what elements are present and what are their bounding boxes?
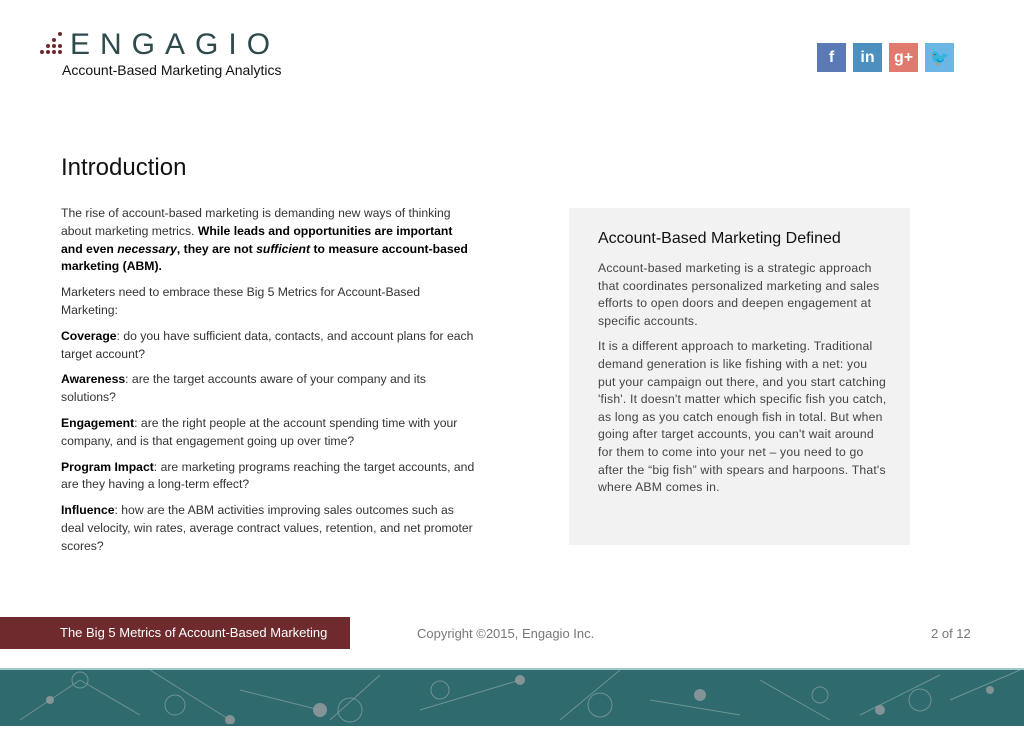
metric-program-impact: Program Impact: are marketing programs reaching the target accounts, and are they having a long-term effect? — [61, 459, 475, 492]
social-links — [817, 43, 954, 72]
engagio-logo — [40, 28, 280, 62]
tagline: Account-Based Marketing Analytics — [62, 62, 282, 78]
twitter-icon[interactable]: 🐦 — [925, 43, 954, 72]
footer-copyright: Copyright ©2015, Engagio Inc. — [417, 626, 595, 641]
metric-influence: Influence: how are the ABM activities improving sales outcomes such as deal velocity, win rates, average contract values, retention, and net promoter scores? — [61, 503, 473, 553]
intro-text: The rise of account-based marketing is demanding new ways of thinking about marketing metrics. — [61, 206, 451, 238]
sidebar-title: Account-Based Marketing Defined — [598, 230, 841, 247]
lead-paragraph: Marketers need to embrace these Big 5 Metrics for Account-Based Marketing: — [61, 285, 421, 317]
intro-emphasis: While leads and opportunities are important and even necessary, they are not sufficient to measure account-based marketing (ABM). — [61, 223, 468, 274]
logo-dots-icon — [40, 32, 64, 58]
footer-doc-title: The Big 5 Metrics of Account-Based Marketing — [0, 617, 350, 649]
footer-network-band — [0, 668, 1024, 726]
intro-paragraph — [61, 205, 476, 276]
network-pattern-icon — [0, 670, 1024, 724]
google-plus-icon[interactable]: g+ — [889, 43, 918, 72]
metric-coverage: Coverage: do you have sufficient data, contacts, and account plans for each target account? — [61, 328, 474, 361]
sidebar-paragraph-1: Account-based marketing is a strategic approach that coordinates personalized marketing and sales efforts to open doors and deepen engagement at specific accounts. — [598, 261, 880, 328]
metric-engagement: Engagement: are the right people at the account spending time with your company, and is that engagement going up over time? — [61, 415, 458, 448]
sidebar-paragraph-2: It is a different approach to marketing. Traditional demand generation is like fishing with a net: you put your campaign out there, and you start catching 'fish'. It doesn't matter which specific fish you catch, as long as you catch enough fish in total. But when going after target accounts, you can't wait around for them to come into your net – you need to go after the “big fish” with spears and harpoons. That's where ABM comes in. — [598, 339, 887, 495]
facebook-icon[interactable]: f — [817, 43, 846, 72]
page-number: 2 of 12 — [931, 626, 971, 641]
abm-defined-sidebar — [569, 208, 910, 545]
metric-awareness: Awareness: are the target accounts aware of your company and its solutions? — [61, 372, 426, 405]
page-title: Introduction — [61, 154, 187, 181]
linkedin-icon[interactable]: in — [853, 43, 882, 72]
intro-body — [61, 205, 476, 564]
logo-text: ENGAGIO — [70, 28, 281, 61]
